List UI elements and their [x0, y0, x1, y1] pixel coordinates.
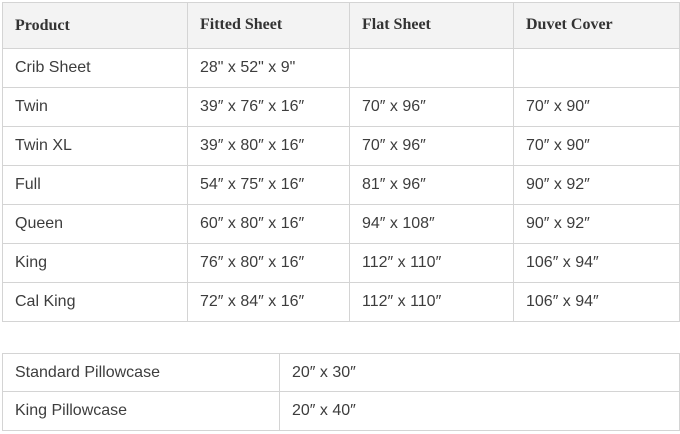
fitted-sheet-cell: 28" x 52" x 9" [188, 49, 350, 88]
table-row [3, 354, 680, 392]
fitted-sheet-cell: 39″ x 80″ x 16″ [188, 127, 350, 166]
fitted-sheet-cell: 72″ x 84″ x 16″ [188, 283, 350, 322]
product-cell: Full [3, 166, 188, 205]
table-header-row [3, 3, 680, 49]
duvet-cover-cell: 90″ x 92″ [514, 205, 680, 244]
flat-sheet-cell: 94″ x 108″ [350, 205, 514, 244]
header-duvet-cover: Duvet Cover [514, 3, 680, 49]
product-cell: Crib Sheet [3, 49, 188, 88]
size-cell: 20″ x 40″ [280, 392, 680, 431]
product-cell: King [3, 244, 188, 283]
header-fitted-sheet: Fitted Sheet [188, 3, 350, 49]
table-row [3, 392, 680, 431]
duvet-cover-cell: 70″ x 90″ [514, 88, 680, 127]
flat-sheet-cell: 112″ x 110″ [350, 283, 514, 322]
product-cell: Standard Pillowcase [3, 354, 280, 392]
table-row [3, 244, 680, 283]
table-row [3, 49, 680, 88]
flat-sheet-cell [350, 49, 514, 88]
size-cell: 20″ x 30″ [280, 354, 680, 392]
product-cell: King Pillowcase [3, 392, 280, 431]
table-row [3, 166, 680, 205]
duvet-cover-cell: 90″ x 92″ [514, 166, 680, 205]
fitted-sheet-cell: 60″ x 80″ x 16″ [188, 205, 350, 244]
table-row [3, 127, 680, 166]
table-row [3, 283, 680, 322]
duvet-cover-cell: 106″ x 94″ [514, 283, 680, 322]
header-flat-sheet: Flat Sheet [350, 3, 514, 49]
product-cell: Queen [3, 205, 188, 244]
fitted-sheet-cell: 39″ x 76″ x 16″ [188, 88, 350, 127]
product-cell: Twin [3, 88, 188, 127]
duvet-cover-cell: 70″ x 90″ [514, 127, 680, 166]
table-row [3, 88, 680, 127]
sheet-size-table [2, 2, 680, 322]
flat-sheet-cell: 70″ x 96″ [350, 88, 514, 127]
fitted-sheet-cell: 76″ x 80″ x 16″ [188, 244, 350, 283]
flat-sheet-cell: 70″ x 96″ [350, 127, 514, 166]
product-cell: Twin XL [3, 127, 188, 166]
flat-sheet-cell: 112″ x 110″ [350, 244, 514, 283]
fitted-sheet-cell: 54″ x 75″ x 16″ [188, 166, 350, 205]
duvet-cover-cell [514, 49, 680, 88]
pillowcase-size-table [2, 353, 680, 431]
header-product: Product [3, 3, 188, 49]
table-row [3, 205, 680, 244]
duvet-cover-cell: 106″ x 94″ [514, 244, 680, 283]
flat-sheet-cell: 81″ x 96″ [350, 166, 514, 205]
product-cell: Cal King [3, 283, 188, 322]
